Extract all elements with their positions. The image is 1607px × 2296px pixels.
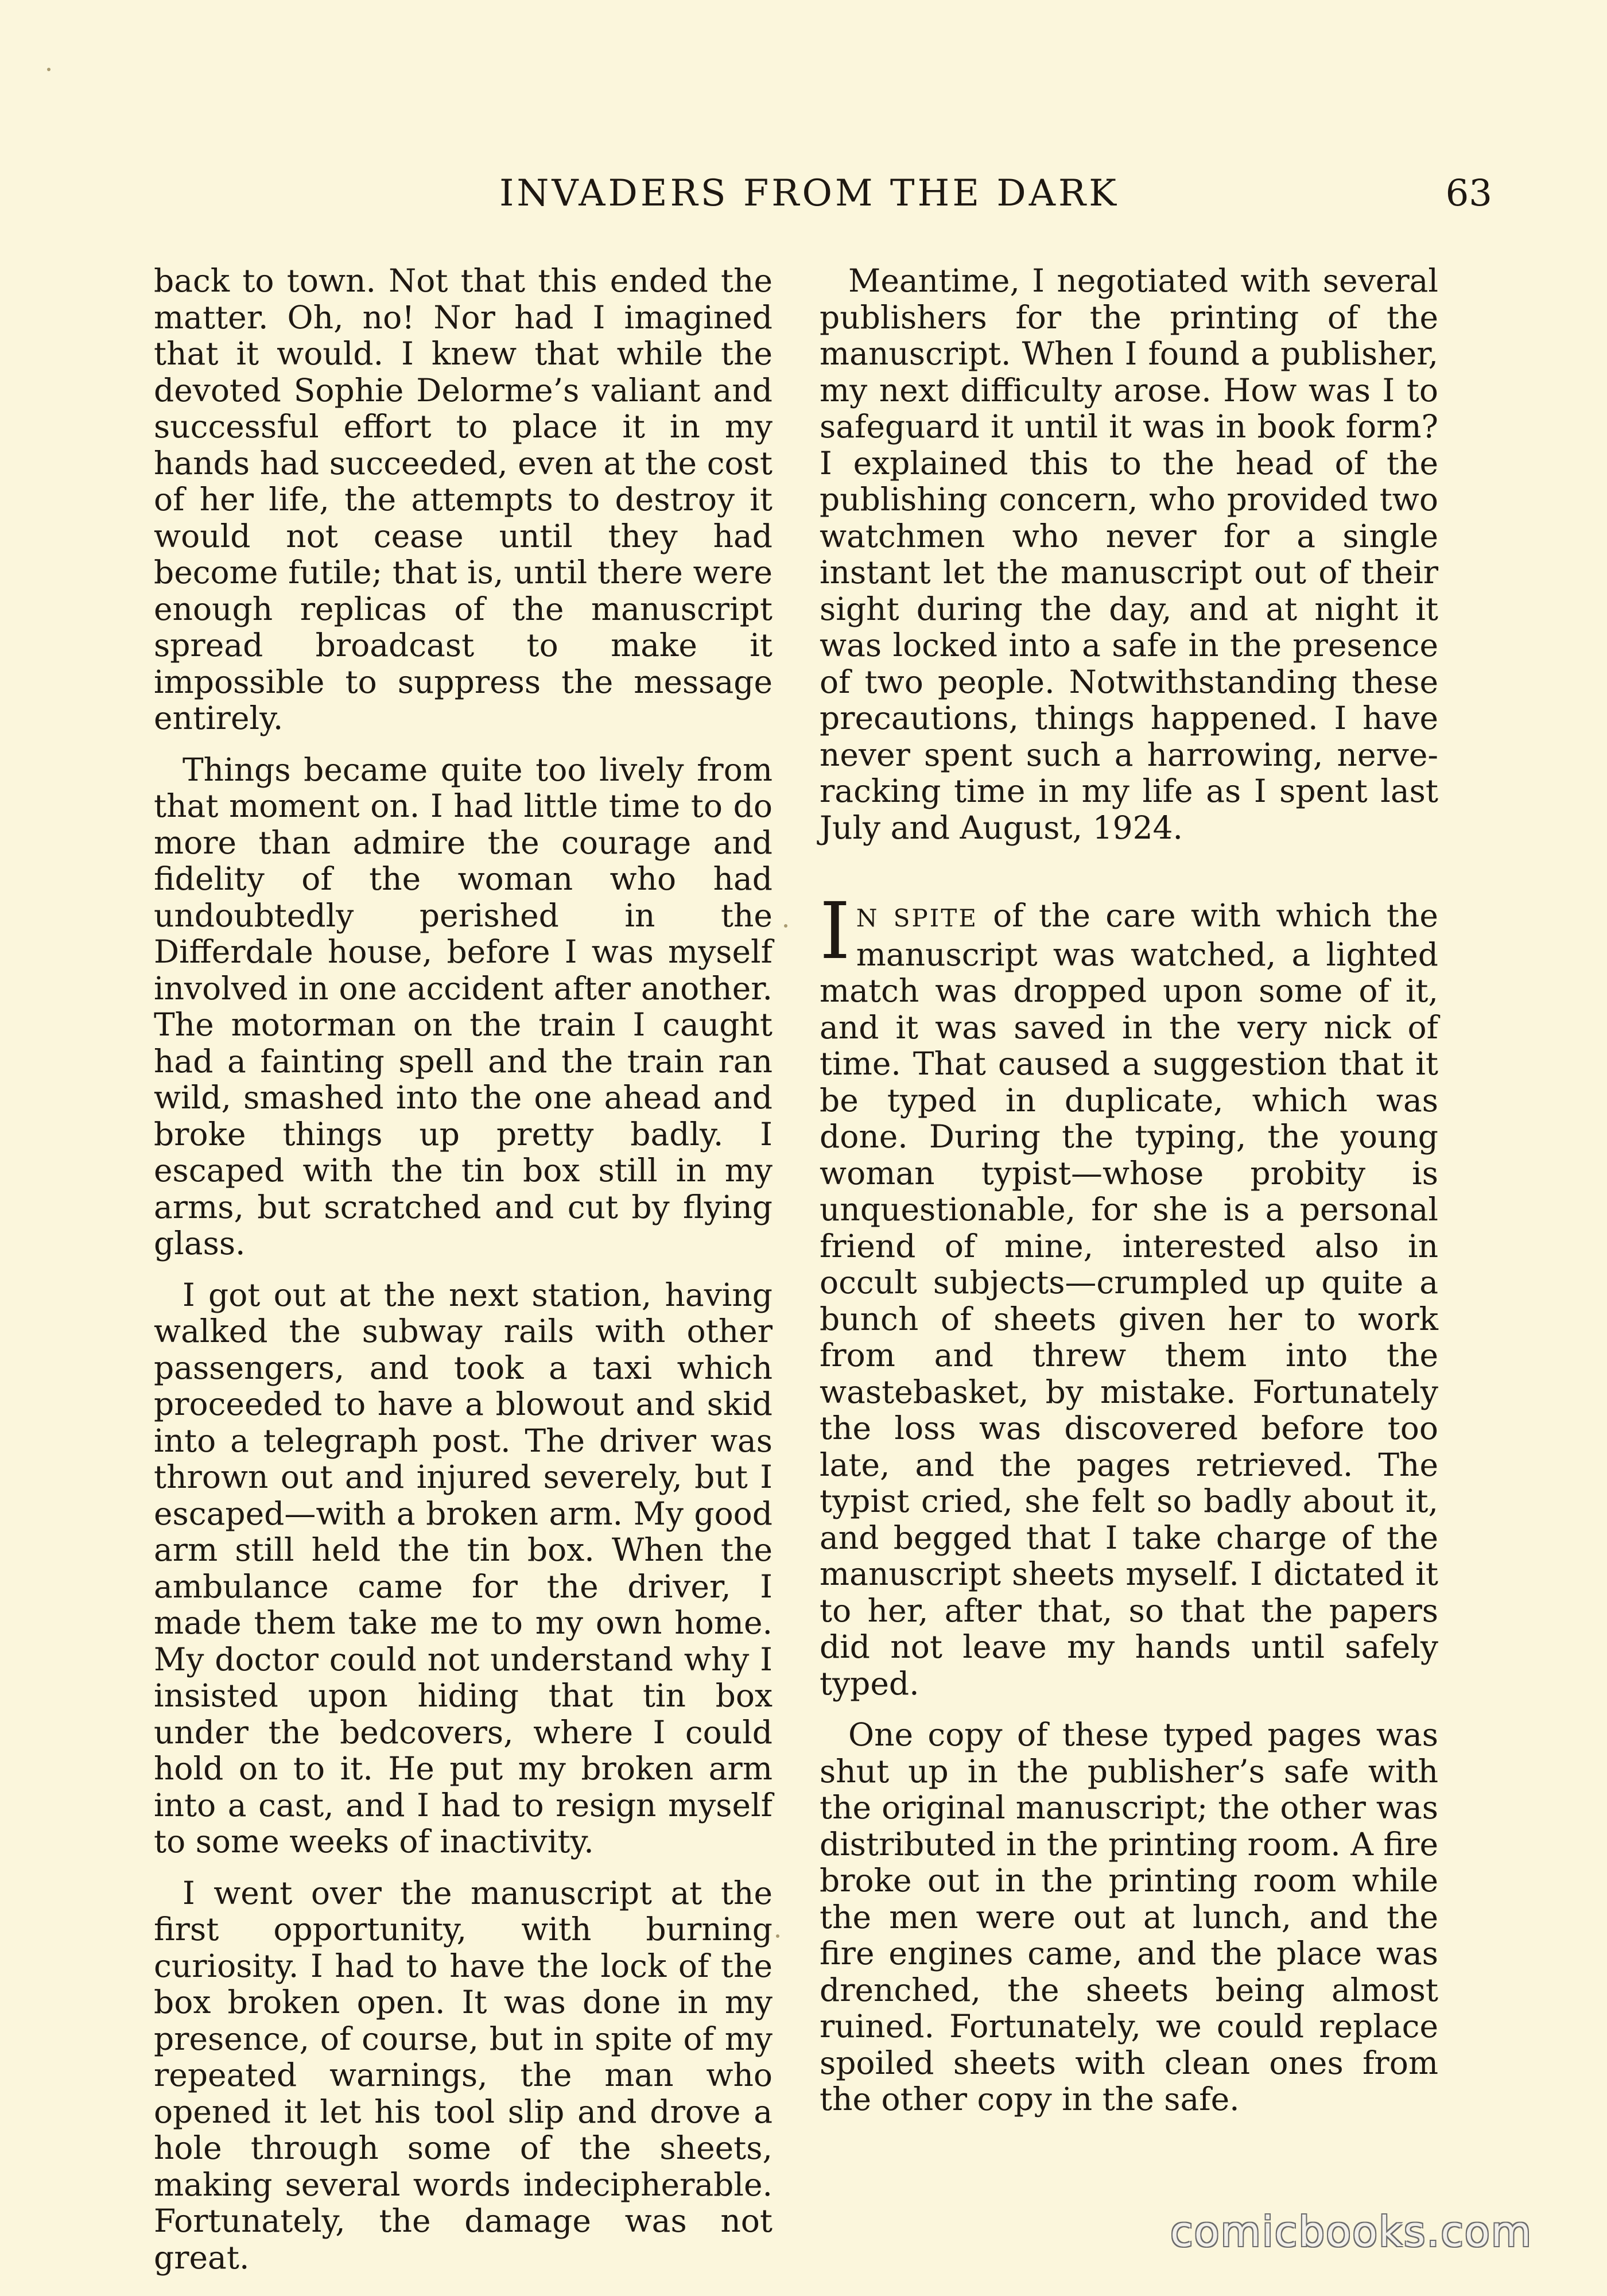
running-title: INVADERS FROM THE DARK <box>499 172 1119 215</box>
section-opening-paragraph <box>820 886 1438 1702</box>
paragraph: Meantime, I negotiated with several publishers for the printing of the manuscript. When I found a publisher, my next difficulty arose. How was I to safeguard it until it was in book form? I explained this to the head of the publishing concern, who provided two watchmen who never for a single instant let the manuscript out of their sight during the day, and at night it was locked into a safe in the presence of two people. Notwithstanding these precautions, things happened. I have never spent such a harrowing, nerve-racking time in my life as I spent last July and August, 1924. <box>820 262 1438 846</box>
paragraph: I went over the manuscript at the first opportunity, with burning curiosity. I had to have the lock of the box broken open. It was done in my presence, of course, but in spite of my repeated warnings, the man who opened it let his tool slip and drove a hole through some of the sheets, making several words indecipherable. Fortunately, the damage was not great. <box>154 1874 773 2276</box>
paragraph: back to town. Not that this ended the matter. Oh, no! Nor had I imagined that it would. I knew that while the devoted Sophie Delorme’s valiant and successful effort to place it in my hands had succeeded, even at the cost of her life, the attempts to destroy it would not cease until they had become futile; that is, until there were enough replicas of the manuscript spread broadcast to make it impossible to suppress the message entirely. <box>154 262 773 736</box>
small-caps-lead: N SPITE <box>856 904 978 932</box>
right-column <box>820 263 1438 2118</box>
paragraph: One copy of these typed pages was shut up in the publisher’s safe with the original manuscript; the other was distributed in the printing room. A fire broke out in the printing room while the men were out at lunch, and the fire engines came, and the place was drenched, the sheets being almost ruined. Fortunately, we could replace spoiled sheets with clean ones from the other copy in the safe. <box>820 1716 1438 2117</box>
section-body-text: of the care with which the manuscript was watched, a lighted match was dropped upon some of it, and it was saved in the very nick of time. That caused a suggestion that it be typed in duplicate, which was done. During the typing, the young woman typist—whose probity is unquestionable, for she is a personal friend of mine, interested also in occult subjects—crumpled up quite a bunch of sheets given her to work from and threw them into the wastebasket, by mistake. Fortunately the loss was discovered before too late, and the pages retrieved. The typist cried, she felt so badly about it, and begged that I take charge of the manuscript sheets myself. I dictated it to her, after that, so that the papers did not leave my hands until safely typed. <box>820 897 1438 1702</box>
drop-cap: I <box>820 886 851 977</box>
paper-speck <box>47 68 51 71</box>
paper-speck <box>784 924 787 928</box>
page-number: 63 <box>1445 172 1492 215</box>
paper-speck <box>776 1934 779 1938</box>
site-watermark: comicbooks.com <box>1170 2208 1532 2256</box>
paragraph: Things became quite too lively from that moment on. I had little time to do more than admire the courage and fidelity of the woman who had undoubtedly perished in the Differdale house, before I was myself involved in one accident after another. The motorman on the train I caught had a fainting spell and the train ran wild, smashed into the one ahead and broke things up pretty badly. I escaped with the tin box still in my arms, but scratched and cut by flying glass. <box>154 751 773 1262</box>
paragraph: I got out at the next station, having walked the subway rails with other passengers, and took a taxi which proceeded to have a blowout and skid into a telegraph post. The driver was thrown out and injured severely, but I escaped—with a broken arm. My good arm still held the tin box. When the ambulance came for the driver, I made them take me to my own home. My doctor could not understand why I insisted upon hiding that tin box under the bedcovers, where I could hold on to it. He put my broken arm into a cast, and I had to resign myself to some weeks of inactivity. <box>154 1276 773 1860</box>
left-column <box>154 263 773 2276</box>
